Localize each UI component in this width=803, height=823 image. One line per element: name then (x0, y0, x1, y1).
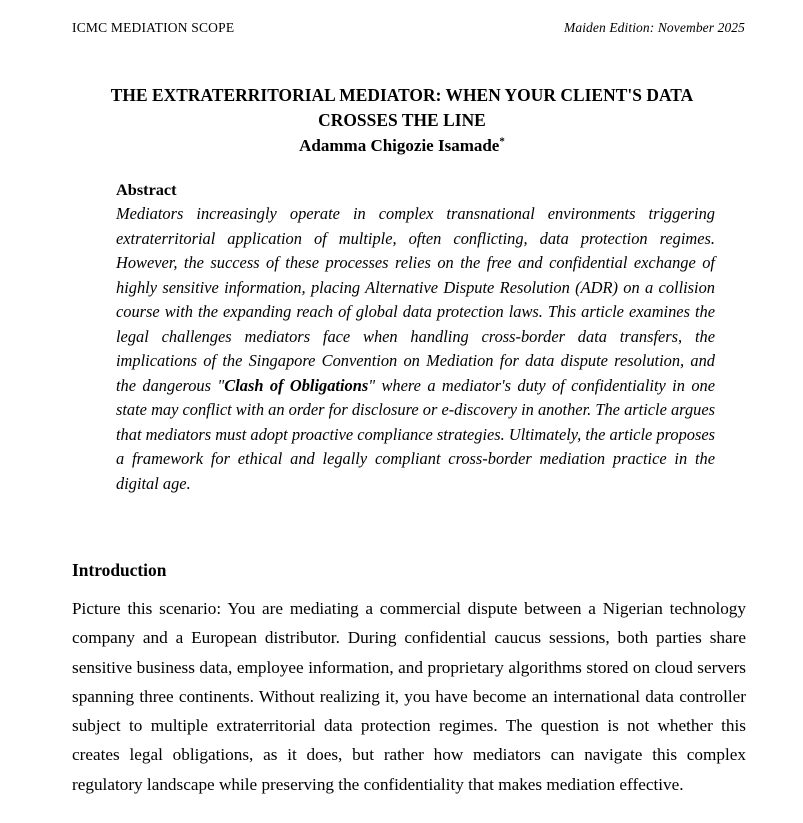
abstract-body (116, 202, 715, 496)
author-name: Adamma Chigozie Isamade (299, 136, 500, 155)
author-byline (78, 134, 726, 158)
abstract-text-part-2: " where a mediator's duty of confidentiality in one state may conflict with an order for disclosure or e-discovery in another. The article argues that mediators must adopt proactive compliance strategies. Ultimately, the article proposes a framework for ethical and legally compliant cross-border mediation practice in the digital age. (116, 375, 715, 493)
article-title: THE EXTRATERRITORIAL MEDIATOR: WHEN YOUR CLIENT'S DATA CROSSES THE LINE (110, 84, 694, 130)
abstract-emphasized-term: Clash of Obligations (224, 375, 369, 395)
introduction-paragraph: Picture this scenario: You are mediating a commercial dispute between a Nigerian technology company and a European distributor. During confidential caucus sessions, both parties share sensitive business data, employee information, and proprietary algorithms stored on cloud servers spanning three continents. Without realizing it, you have become an international data controller subject to multiple extraterritorial data protection regimes. The question is not whether this creates legal obligations, as it does, but rather how mediators can navigate this complex regulatory landscape while preserving the confidentiality that makes mediation effective. (72, 599, 746, 794)
section-heading-introduction: Introduction (72, 560, 167, 580)
abstract-text-part-1: Mediators increasingly operate in complex transnational environments triggering extraterritorial application of multiple, often conflicting, data protection regimes. However, the success of these processes relies on the free and confidential exchange of highly sensitive information, placing Alternative Dispute Resolution (ADR) on a collision course with the expanding reach of global data protection laws. This article examines the legal challenges mediators face when handling cross-border data transfers, the implications of the Singapore Convention on Mediation for data dispute resolution, and the dangerous " (116, 204, 715, 395)
edition-label: Maiden Edition: November 2025 (564, 20, 745, 35)
running-head (72, 19, 745, 37)
author-footnote-marker: * (499, 135, 505, 148)
abstract-heading: Abstract (116, 180, 177, 199)
abstract-section (116, 179, 715, 496)
journal-name: ICMC MEDIATION SCOPE (72, 20, 235, 35)
